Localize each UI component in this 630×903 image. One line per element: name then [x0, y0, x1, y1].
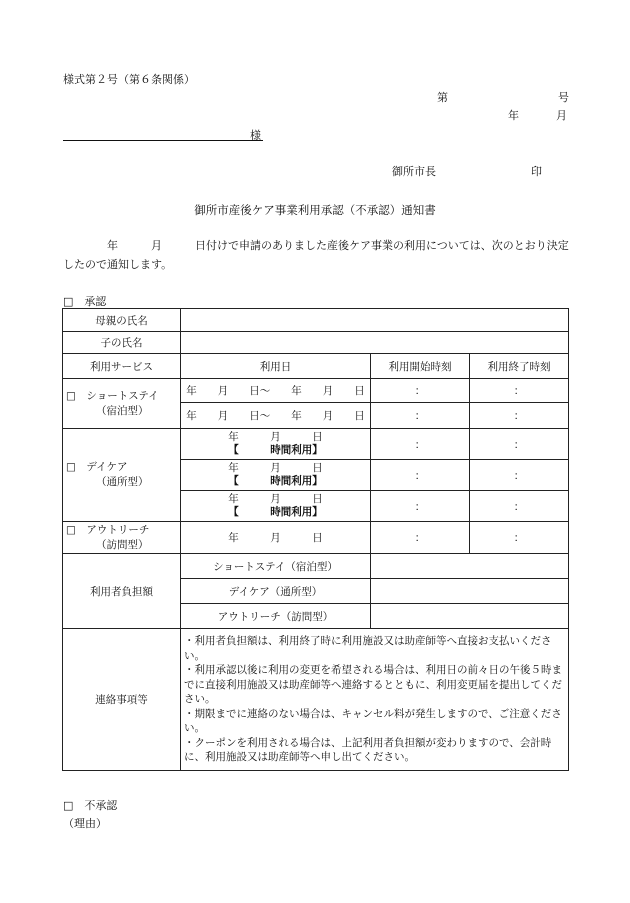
start-time-column-header: 利用開始時刻: [371, 354, 470, 379]
outreach-label-line1: □ アウトリーチ: [66, 523, 150, 536]
day-care-start-3[interactable]: ：: [371, 491, 470, 522]
burden-outreach-amount[interactable]: [371, 604, 569, 629]
date-month-label: 月: [556, 109, 567, 122]
day-care-date-1[interactable]: [181, 429, 371, 460]
burden-label: 利用者負担額: [63, 554, 181, 629]
doc-number-prefix: 第: [437, 91, 448, 104]
day-care-start-2[interactable]: ：: [371, 460, 470, 491]
day-care-date-1-line1: 年 月 日: [228, 431, 323, 443]
day-care-date-2-line1: 年 月 日: [228, 462, 323, 474]
document-title: 御所市産後ケア事業利用承認（不承認）通知書: [194, 203, 436, 217]
short-stay-date-2[interactable]: 年 月 日～ 年 月 日: [181, 403, 371, 429]
short-stay-start-2[interactable]: ：: [371, 403, 470, 429]
date-column-header: 利用日: [181, 354, 371, 379]
form-number: 様式第２号（第６条関係）: [63, 73, 195, 86]
short-stay-end-1[interactable]: ：: [470, 379, 569, 403]
addressee-line: [63, 140, 263, 141]
short-stay-date-1[interactable]: 年 月 日～ 年 月 日: [181, 379, 371, 403]
rejection-reason-label: （理由）: [63, 817, 107, 830]
short-stay-label-line2: （宿泊型）: [96, 404, 149, 417]
outreach-date[interactable]: 年 月 日: [181, 522, 371, 554]
day-care-date-1-line2: 【 時間利用】: [228, 444, 323, 456]
mother-name-field[interactable]: [181, 309, 569, 332]
approval-table: [62, 308, 569, 771]
burden-short-stay-amount[interactable]: [371, 554, 569, 579]
child-name-label: 子の氏名: [63, 332, 181, 354]
day-care-label[interactable]: [63, 429, 181, 522]
short-stay-start-1[interactable]: ：: [371, 379, 470, 403]
date-year-label: 年: [508, 109, 519, 122]
day-care-label-line1: □ デイケア: [66, 461, 128, 473]
day-care-start-1[interactable]: ：: [371, 429, 470, 460]
burden-day-care-label: デイケア（通所型）: [181, 579, 371, 604]
burden-short-stay-label: ショートステイ（宿泊型）: [181, 554, 371, 579]
body-text: 年 月 日付けで申請のありました産後ケア事業の利用については、次のとおり決定したので通知します。: [63, 239, 569, 271]
day-care-end-3[interactable]: ：: [470, 491, 569, 522]
note-item: ・利用者負担額は、利用終了時に利用施設又は助産師等へ直接お支払いください。: [184, 635, 552, 662]
end-time-column-header: 利用終了時刻: [470, 354, 569, 379]
day-care-date-2-line2: 【 時間利用】: [228, 475, 323, 487]
issuer-name: 御所市長: [392, 165, 436, 178]
notes-content: [181, 629, 569, 771]
burden-outreach-label: アウトリーチ（訪問型）: [181, 604, 371, 629]
child-name-field[interactable]: [181, 332, 569, 354]
mother-name-label: 母親の氏名: [63, 309, 181, 332]
outreach-label-line2: （訪問型）: [96, 538, 149, 551]
short-stay-end-2[interactable]: ：: [470, 403, 569, 429]
note-item: ・利用承認以後に利用の変更を希望される場合は、利用日の前々日の午後５時までに直接利用施設又は助産師等へ連絡するとともに、利用変更届を提出してください。: [184, 664, 562, 706]
approval-heading: □ 承認: [63, 295, 107, 308]
short-stay-label[interactable]: [63, 379, 181, 429]
doc-number-suffix: 号: [558, 91, 569, 104]
note-item: ・クーポンを利用される場合は、上記利用者負担額が変わりますので、会計時に、利用施設又は助産師等へ申し出てください。: [184, 736, 552, 764]
notes-label: 連絡事項等: [63, 629, 181, 771]
day-care-label-line2: （通所型）: [96, 476, 149, 488]
day-care-date-3[interactable]: [181, 491, 371, 522]
day-care-date-3-line1: 年 月 日: [228, 493, 323, 505]
rejection-heading: □ 不承認: [63, 799, 118, 812]
outreach-label[interactable]: [63, 522, 181, 554]
outreach-start[interactable]: ：: [371, 522, 470, 554]
burden-day-care-amount[interactable]: [371, 579, 569, 604]
note-item: ・期限までに連絡のない場合は、キャンセル料が発生しますので、ご注意ください。: [184, 707, 562, 735]
service-column-header: 利用サービス: [63, 354, 181, 379]
addressee-suffix: 様: [250, 129, 261, 142]
outreach-end[interactable]: ：: [470, 522, 569, 554]
day-care-date-3-line2: 【 時間利用】: [228, 506, 323, 518]
day-care-end-2[interactable]: ：: [470, 460, 569, 491]
day-care-end-1[interactable]: ：: [470, 429, 569, 460]
short-stay-label-line1: □ ショートステイ: [66, 389, 159, 402]
seal-mark: 印: [531, 165, 542, 178]
day-care-date-2[interactable]: [181, 460, 371, 491]
